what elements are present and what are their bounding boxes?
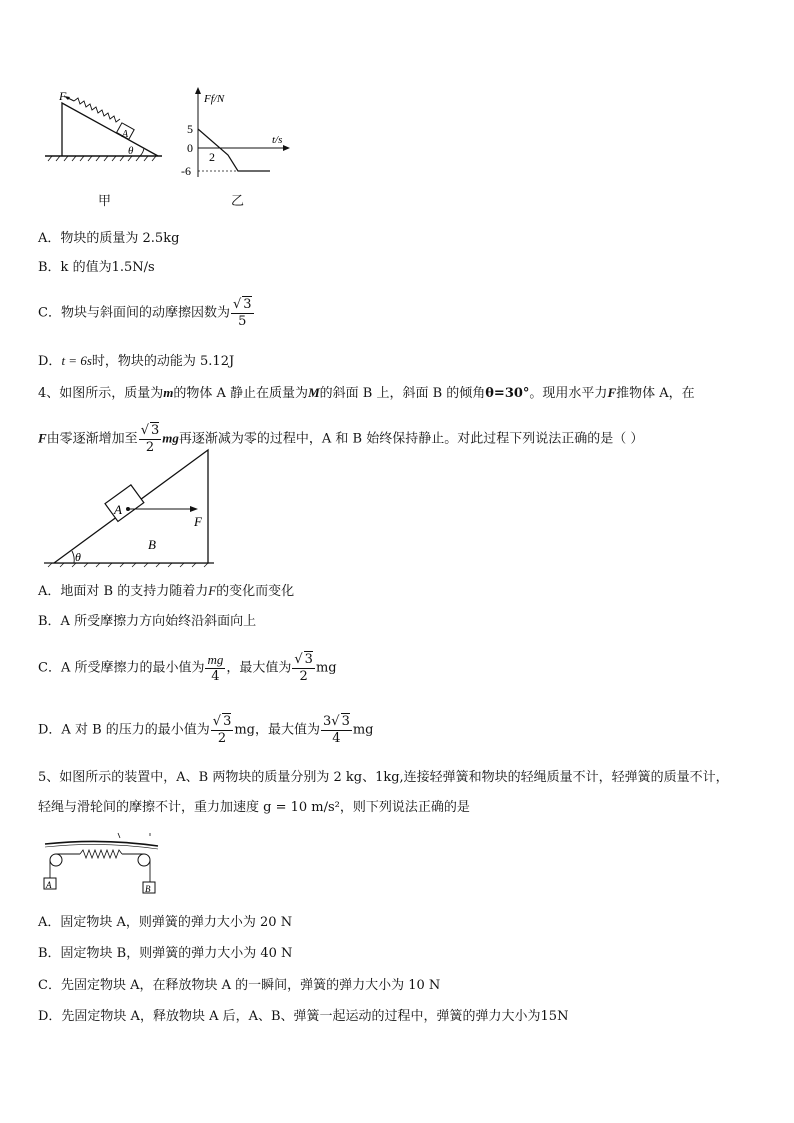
q4-option-a: A．地面对 B 的支持力随着力F的变化而变化 (38, 583, 295, 599)
q5-option-c: C．先固定物块 A，在释放物块 A 的一瞬间，弹簧的弹力大小为 10 N (38, 978, 441, 993)
spring-zigzag (74, 98, 120, 122)
label-f: F (59, 89, 67, 103)
label-b: B (145, 884, 151, 894)
tick-0: 0 (187, 141, 193, 155)
q5-option-a: A．固定物块 A，则弹簧的弹力大小为 20 N (38, 915, 293, 930)
label-f: F (194, 514, 202, 529)
q3-d-math: t = 6s (61, 353, 92, 368)
figure-yi-graph (180, 85, 295, 180)
q5-option-b: B．固定物块 B，则弹簧的弹力大小为 40 N (38, 946, 293, 961)
label-theta: θ (128, 145, 134, 157)
pulley-right (138, 854, 150, 866)
q5-stem-line2: 轻绳与滑轮间的摩擦不计，重力加速度 g = 10 m/s²，则下列说法正确的是 (38, 800, 470, 815)
q4-d-fraction1: $\frac{√ 3}{2}$ (212, 714, 232, 746)
mark-1 (118, 833, 120, 838)
q3-option-c (38, 296, 255, 330)
q4-d-fraction2: $\frac{3√ 3}{4}$ (323, 714, 350, 746)
q4-stem-fraction: $\frac{√ 3}{2}$ (140, 423, 160, 455)
x-axis-arrow (283, 145, 290, 151)
label-theta: θ (75, 550, 81, 564)
ground-hatch (48, 156, 156, 161)
ceiling-2 (45, 844, 158, 849)
caption-jia: 甲 (98, 194, 112, 209)
graph-ylabel: Ff/N (204, 93, 225, 105)
label-b: B (148, 537, 156, 552)
figure-q4-incline (42, 448, 222, 568)
y-axis-arrow (195, 87, 201, 94)
tick-neg6: -6 (181, 164, 191, 178)
figure-jia-incline (40, 88, 170, 163)
caption-yi: 乙 (231, 194, 245, 209)
q4-option-c: C．A 所受摩擦力的最小值为 $\frac{mg}{4}$ ，最大值为 $\frac{√ 3}{2}$ mg (38, 651, 337, 684)
q3-option-d: D．t = 6s时，物块的动能为 5.12J (38, 353, 235, 369)
q3-c-fraction: $\frac{√ 3}{5}$ (232, 297, 252, 329)
label-a: A (122, 129, 129, 140)
tick-2: 2 (209, 150, 215, 164)
angle-arc (140, 148, 144, 156)
q3-c-prefix: C．物块与斜面间的动摩擦因数为 (38, 305, 230, 321)
q4-stem-line1: 4、如图所示，质量为m的物体 A 静止在质量为M的斜面 B 上，斜面 B 的倾角θ=30°。现用水平力F推物体 A，在 (38, 385, 695, 401)
q4-stem-line2: F由零逐渐增加至 $\frac{√ 3}{2}$ mg再逐渐减为零的过程中，A 和 B 始终保持静止。对此过程下列说法正确的是（ ） (38, 423, 644, 455)
q3-option-b: B．k 的值为1.5N/s (38, 260, 155, 275)
q4-c-fraction2: $\frac{√ 3}{2}$ (294, 652, 313, 684)
label-a: A (46, 880, 52, 890)
q4-option-d: D．A 对 B 的压力的最小值为 $\frac{√ 3}{2}$ mg，最大值为 $\frac{3√ 3}{4}$ mg (38, 714, 374, 746)
q5-stem-line1: 5、如图所示的装置中，A、B 两物块的质量分别为 2 kg、1kg,连接轻弹簧和物块的轻绳质量不计，轻弹簧的质量不计， (38, 770, 729, 785)
graph-xlabel: t/s (272, 134, 283, 146)
label-a: A (114, 502, 122, 517)
q3-option-a: A．物块的质量为 2.5kg (38, 231, 180, 246)
figure-q5-pulleys (40, 830, 165, 900)
q5-option-d: D．先固定物块 A，释放物块 A 后，A、B、弹簧一起运动的过程中，弹簧的弹力大小为15N (38, 1009, 569, 1024)
tick-5: 5 (187, 122, 193, 136)
pulley-left (50, 854, 62, 866)
q4-c-fraction1: $\frac{mg}{4}$ (207, 651, 224, 684)
spring-coils (80, 850, 122, 858)
q4-option-b: B．A 所受摩擦力方向始终沿斜面向上 (38, 614, 257, 629)
